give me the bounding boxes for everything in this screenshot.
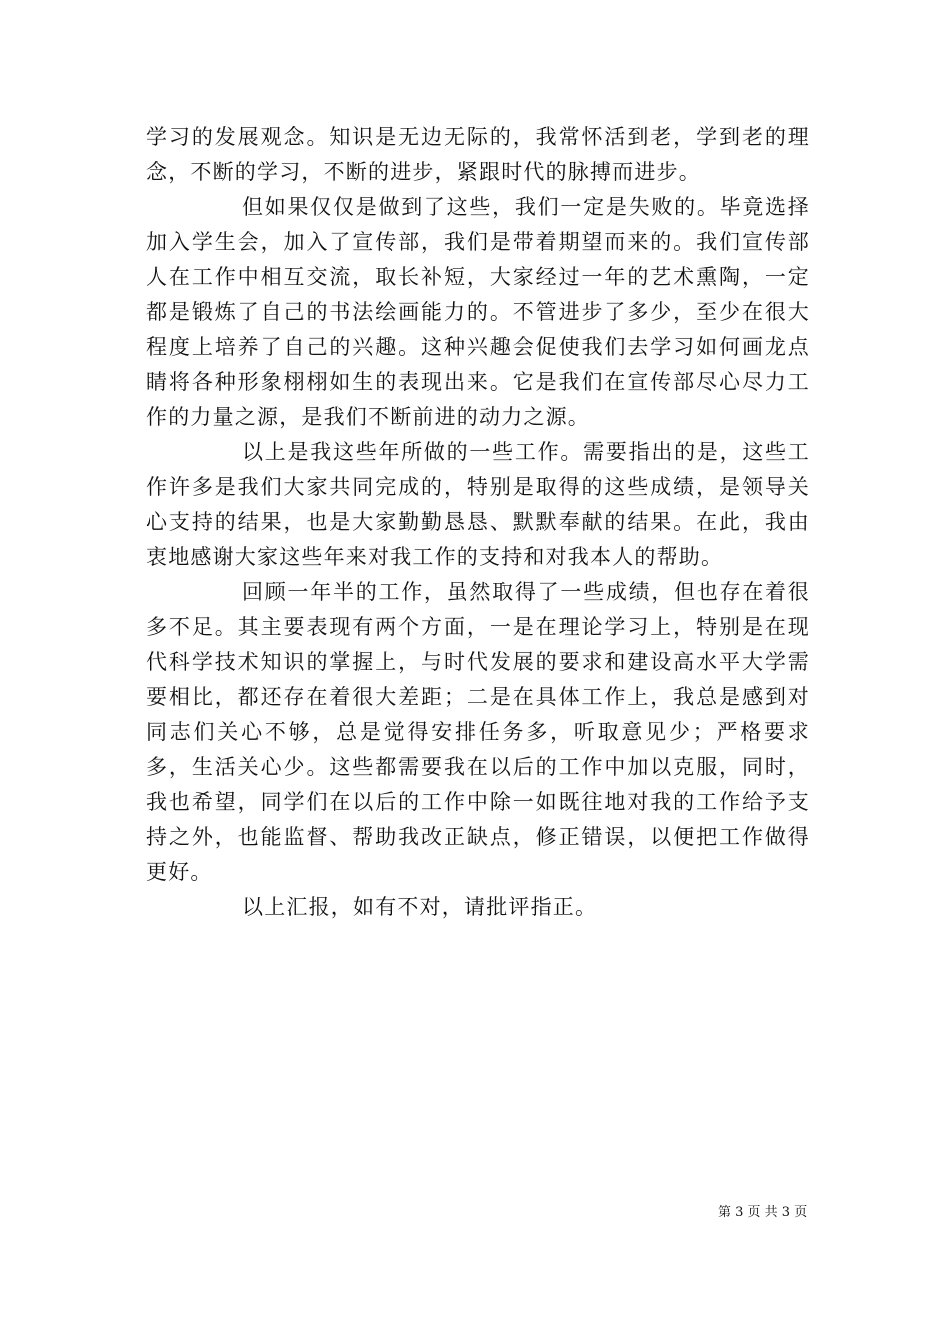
paragraph-3: 以上是我这些年所做的一些工作。需要指出的是，这些工作许多是我们大家共同完成的，特别是取得的这些成绩，是领导关心支持的结果，也是大家勤勤恳恳、默默奉献的结果。在此，我由衷地感谢大家这些年来对我工作的支持和对我本人的帮助。: [146, 440, 810, 569]
page-number-footer: 第 3 页 共 3 页: [718, 1205, 808, 1220]
paragraph-4: 回顾一年半的工作，虽然取得了一些成绩，但也存在着很多不足。其主要表现有两个方面，一是在理论学习上，特别是在现代科学技术知识的掌握上，与时代发展的要求和建设高水平大学需要相比，都还存在着很大差距；二是在具体工作上，我总是感到对同志们关心不够，总是觉得安排任务多，听取意见少；严格要求多，生活关心少。这些都需要我在以后的工作中加以克服，同时，我也希望，同学们在以后的工作中除一如既往地对我的工作给予支持之外，也能监督、帮助我改正缺点，修正错误，以便把工作做得更好。: [146, 580, 810, 884]
paragraph-2: 但如果仅仅是做到了这些，我们一定是失败的。毕竟选择加入学生会，加入了宣传部，我们是带着期望而来的。我们宣传部人在工作中相互交流，取长补短，大家经过一年的艺术熏陶，一定都是锻炼了自己的书法绘画能力的。不管进步了多少，至少在很大程度上培养了自己的兴趣。这种兴趣会促使我们去学习如何画龙点睛将各种形象栩栩如生的表现出来。它是我们在宣传部尽心尽力工作的力量之源，是我们不断前进的动力之源。: [146, 195, 810, 429]
paragraph-1: 学习的发展观念。知识是无边无际的，我常怀活到老，学到老的理念，不断的学习，不断的进步，紧跟时代的脉搏而进步。: [146, 125, 810, 184]
paragraph-5: 以上汇报，如有不对，请批评指正。: [242, 895, 598, 919]
document-body: [146, 120, 810, 925]
